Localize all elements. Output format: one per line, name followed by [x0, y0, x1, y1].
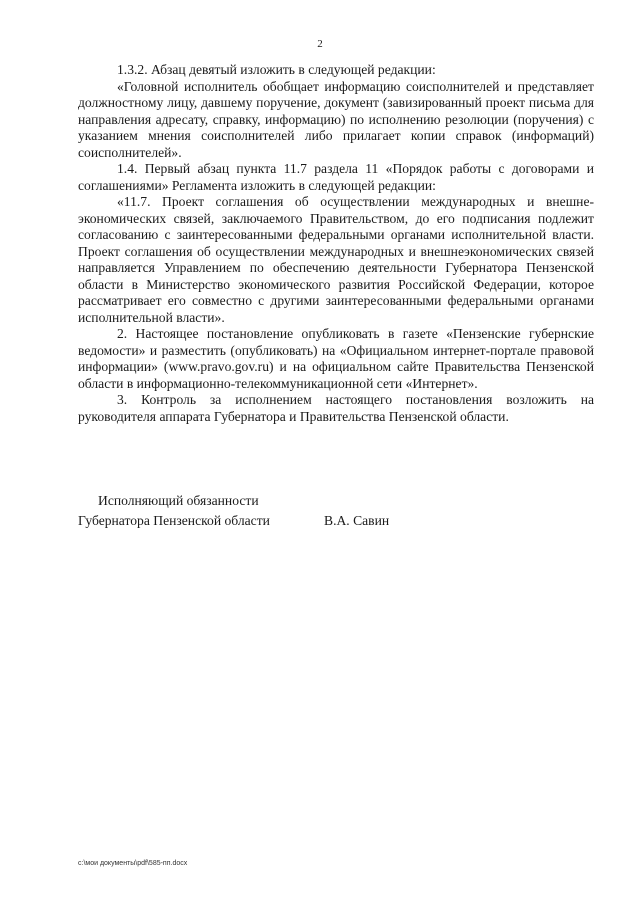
signatory-name: В.А. Савин	[324, 513, 390, 528]
paragraph-quote-11-7: «11.7. Проект соглашения об осуществлении международных и внешне-экономических связей, заключаемого Правительством, до его подписания подлежит согласованию с заинтересованными федеральными органами исполнительной власти. Проект соглашения об осуществлении международных и внешнеэкономических связей направляется Управлением по обеспечению деятельности Губернатора Пензенской области в Министерство экономического развития Российской Федерации, которое рассматривает его совместно с другими заинтересованными федеральными органами исполнительной власти».	[78, 194, 594, 325]
signature-position-line1: Исполняющий обязанности	[98, 493, 259, 508]
signature-position-line2: Губернатора Пензенской области	[78, 513, 270, 528]
document-body	[78, 62, 594, 425]
paragraph-2-publish: 2. Настоящее постановление опубликовать в газете «Пензенские губернские ведомости» и разместить (опубликовать) на «Официальном интернет-портале правовой информации» (www.pravo.gov.ru) и на официальном сайте Правительства Пензенской области в информационно-телекоммуникационной сети «Интернет».	[78, 326, 594, 391]
paragraph-3-control: 3. Контроль за исполнением настоящего постановления возложить на руководителя аппарата Губернатора и Правительства Пензенской области.	[78, 392, 594, 424]
paragraph-1-4: 1.4. Первый абзац пункта 11.7 раздела 11 «Порядок работы с договорами и соглашениями» Регламента изложить в следующей редакции:	[78, 161, 594, 193]
paragraph-1-3-2: 1.3.2. Абзац девятый изложить в следующей редакции:	[117, 62, 436, 77]
footer-file-path: c:\мои документы\pdf\585-пп.docx	[78, 860, 188, 867]
paragraph-quote-head-executor: «Головной исполнитель обобщает информацию соисполнителей и представляет должностному лицу, давшему поручение, документ (завизированный проект письма для направления адресату, справку, информацию) по исполнению резолюции (поручения) с указанием мнения соисполнителей либо прилагает копии справок (информаций) соисполнителей».	[78, 78, 594, 160]
page-number: 2	[317, 38, 323, 50]
